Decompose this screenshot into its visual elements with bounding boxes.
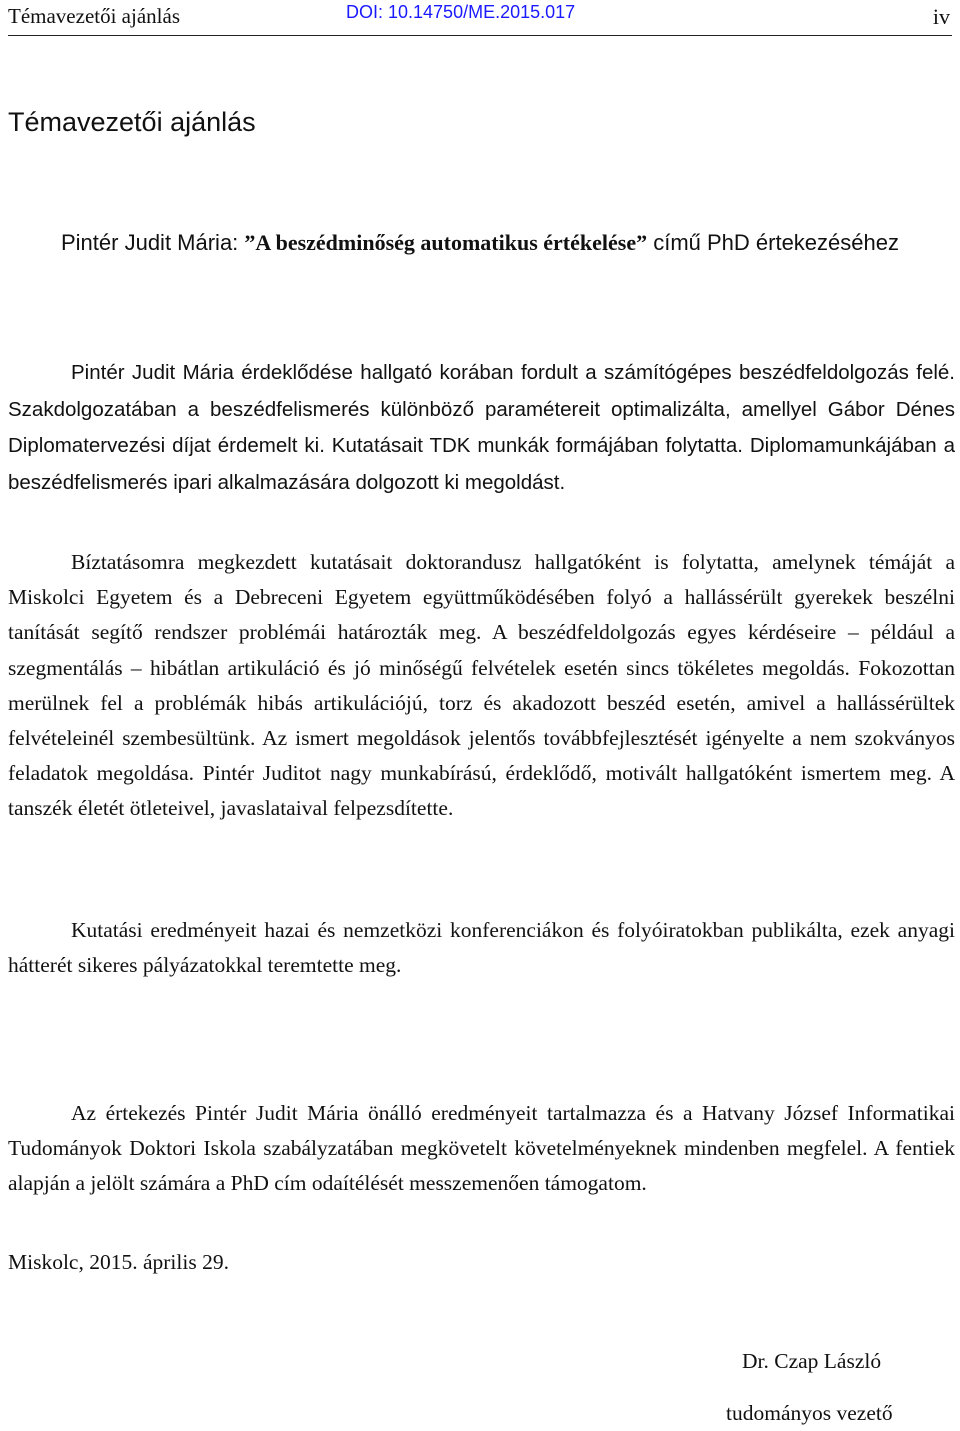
paragraph-doctoral-research: Bíztatásomra megkezdett kutatásait doktorandusz hallgatóként is folytatta, amelynek témáját a Miskolci Egyetem és a Debreceni Egyetem együttműködésében folyó a hallássérült gyerekek beszélni tanítását segítő rendszer problémái határozták meg. A beszédfeldolgozás egyes kérdéseire – például a szegmentálás – hibátlan artikuláció és jó minőségű felvételek esetén sincs tökéletes megoldás. Fokozottan merülnek fel a problémák hibás artikulációjú, torz és akadozott beszéd esetén, amivel a hallássérültek felvételeinél szembesültünk. Az ismert megoldások jelentős továbbfejlesztését igényelte a nem szokványos feladatok megoldása. Pintér Juditot nagy munkabírású, érdeklődő, motivált hallgatóként ismertem meg. A tanszék életét ötleteivel, javaslataival felpezsdítette. (8, 550, 955, 821)
page-header (0, 0, 960, 40)
header-section-title: Témavezetői ajánlás (8, 4, 180, 28)
signer-name: Dr. Czap László (742, 1349, 882, 1373)
paragraph-background: Pintér Judit Mária érdeklődése hallgató korában fordult a számítógépes beszédfeldolgozás felé. Szakdolgozatában a beszédfelismerés különböző paramétereit optimalizálta, amellyel Gábor Dénes Diplomatervezési díjat érdemelt ki. Kutatásait TDK munkák formájában folytatta. Diplomamunkájában a beszédfelismerés ipari alkalmazására dolgozott ki megoldást. (8, 361, 955, 494)
header-page-number: iv (932, 4, 950, 29)
page-title: Témavezetői ajánlás (8, 107, 256, 137)
place-and-date: Miskolc, 2015. április 29. (8, 1250, 229, 1274)
subtitle-lead: Pintér Judit Mária: (61, 230, 245, 255)
subtitle-tail: című PhD értekezéséhez (647, 230, 899, 255)
header-doi: DOI: 10.14750/ME.2015.017 (346, 2, 576, 22)
subtitle (40, 225, 920, 261)
signer-title: tudományos vezető (726, 1401, 893, 1425)
dissertation-title: ”A beszédminőség automatikus értékelése” (244, 230, 648, 255)
header-divider (8, 35, 952, 36)
paragraph-recommendation: Az értekezés Pintér Judit Mária önálló eredményeit tartalmazza és a Hatvany József Informatikai Tudományok Doktori Iskola szabályzatában megkövetelt követelményeknek mindenben megfelel. A fentiek alapján a jelölt számára a PhD cím odaítélését messzemenően támogatom. (8, 1101, 955, 1196)
paragraph-publications: Kutatási eredményeit hazai és nemzetközi konferenciákon és folyóiratokban publikálta, ezek anyagi hátterét sikeres pályázatokkal teremtette meg. (8, 918, 955, 978)
